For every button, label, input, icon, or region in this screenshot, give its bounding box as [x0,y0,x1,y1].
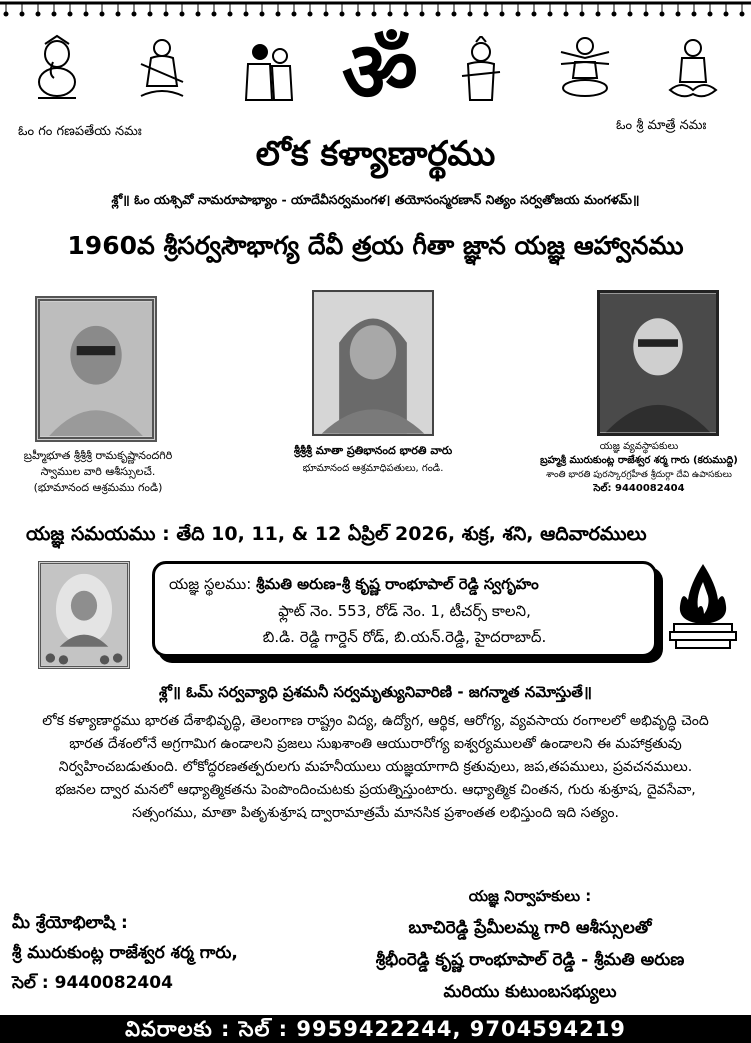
venue-host: శ్రీమతి అరుణ-శ్రీ కృష్ణ రాంభూపాల్ రెడ్డి స్వగృహం [256,575,539,593]
wisher-block [12,908,238,998]
para-line-3: నిర్వహించబడుతుంది. లోకోద్ధరణతత్పరులగు మహనీయులు యజ్ఞయాగాది క్రతువులు, జప,తపములు, ప్రవచనములు. [58,759,693,775]
venue-host-line [169,570,649,598]
venue-address-1: ఫ్లాట్ నెం. 553, రోడ్ నెం. 1, టీచర్స్ కాలని, [278,602,531,620]
schedule-line [26,518,736,550]
homa-fire-icon [668,562,738,652]
portrait-mata [312,290,434,436]
para-line-4: భజనల ద్వార మనలో ఆధ్యాత్మికతను పెంపొందించుటకు ప్రయత్నిస్తుంటారు. ఆధ్యాత్మిక చింతన, గురు శుశ్రూష, దైవసేవా, [55,782,696,798]
schedule-label: యజ్ఞ సమయము : [26,523,170,545]
lakshmi-icon [664,34,722,102]
venue-box [152,561,657,657]
swami-caption-3: (భూమానంద ఆశ్రమము గండి) [33,481,163,494]
swami-caption-1: బ్రహ్మీభూత శ్రీశ్రీశ్రీ రామకృష్ణానందగిరి [23,449,173,462]
swami-caption [0,448,196,496]
organizers-block [310,880,750,1008]
venue-label: యజ్ఞ స్థలము: [169,575,252,593]
sharma-caption-4: సెల్: 9440082404 [593,483,685,494]
schedule-dates: తేది 10, 11, & 12 ఏప్రిల్ 2026, శుక్ర, శని, ఆదివారములు [176,523,647,545]
shloka-line: శ్లో॥ ఓం యశ్సివో నామరూపాభ్యాం - యాదేవీసర్వమంగళ। తయోసంస్మరణాన్ నిత్యం సర్వతోజయ మంగళమ్॥ [111,192,640,207]
portrait-swami [35,296,157,442]
om-icon: ॐ [341,23,419,121]
sharma-caption-2: బ్రహ్మశ్రీ మురుకుంట్ల రాజేశ్వర శర్మ గారు (కరుముద్ది) [540,455,738,466]
left-salutation: ఓం గం గణపతేయ నమః [18,124,142,139]
para-line-2: భారత దేశంలోనే అగ్రగామిగ ఉండాలని ప్రజలు సుఖశాంతి ఆయురారోగ్య ఐశ్వర్యములతో ఉండాలని ఈ మహాక్రతువు [69,736,682,752]
wisher-name: శ్రీ మురుకుంట్ల రాజేశ్వర శర్మ గారు, [12,943,238,963]
durga-icon [555,32,613,100]
organizers-line-3: మరియు కుటుంబసభ్యులు [443,982,617,1002]
event-title: 1960వ శ్రీసర్వసౌభాగ్య దేవీ త్రయ గీతా జ్ఞాన యజ్ఞ ఆహ్వానము [67,231,684,260]
shiva-parvati-icon [240,38,298,106]
ganesha-icon [28,34,86,102]
swami-caption-2: స్వాముల వారి ఆశీస్సులచే. [40,465,156,478]
para-line-5: సత్సంగము, మాతా పితృశుశ్రూష ద్వారామాత్రమే మానసిక ప్రశాంతత లభిస్తుంది ఇది సత్యం. [132,805,619,821]
sharma-caption-1: యజ్ఞ వ్యవస్థాపకులు [599,441,679,452]
memorial-portrait [38,561,130,669]
shloka-2: శ్లో॥ ఓమ్ సర్వవ్యాధి ప్రశమనీ సర్వమృత్యునివారిణి - జగన్మాత నమోస్తుతే॥ [159,683,592,701]
wisher-cell: సెల్ : 9440082404 [12,973,173,993]
main-title: లోక కళ్యాణార్థము [255,134,496,174]
sharma-caption-3: శాంతి భారతి పురస్కారగ్రహీత శ్రీదుర్గా దేవి ఉపాసకులు [546,470,732,480]
mata-caption [262,442,484,478]
contact-bar: వివరాలకు : సెల్ : 9959422244, 9704594219 [0,1015,751,1043]
organizers-label: యజ్ఞ నిర్వాహకులు : [468,887,592,905]
organizers-line-1: బూచిరెడ్డి ప్రేమీలమ్మ గారి ఆశీస్సులతో [408,918,652,938]
krishna-icon [452,36,510,104]
body-paragraph [6,710,745,825]
saraswati-icon [133,34,191,102]
venue-address-2: బి.డి. రెడ్డి గార్డెన్ రోడ్, బి.యన్.రెడ్డి, హైదరాబాద్. [262,628,547,646]
wisher-label: మీ శ్రేయోభిలాషి : [12,913,128,933]
portrait-sharma [597,290,719,436]
right-salutation: ఓం శ్రీ మాత్రే నమః [616,118,707,133]
mata-caption-2: భూమానంద ఆశ్రమాధిపతులు, గండి. [302,463,444,474]
sharma-caption [528,440,750,496]
organizers-line-2: శ్రీభీంరెడ్డి కృష్ణ రాంభూపాల్ రెడ్డి - శ్రీమతి అరుణ [375,950,685,970]
mata-caption-1: శ్రీశ్రీశ్రీ మాతా ప్రతిభానంద భారతి వారు [293,444,453,457]
para-line-1: లోక కళ్యాణార్థము భారత దేశాభివృద్ధి, తెలంగాణ రాష్ట్రం విద్య, ఉద్యోగ, ఆర్థిక, ఆరోగ్య, వ్యవసాయ రంగాలలో అభివృద్ధి చెంది [42,713,709,729]
garland-border [0,0,751,20]
